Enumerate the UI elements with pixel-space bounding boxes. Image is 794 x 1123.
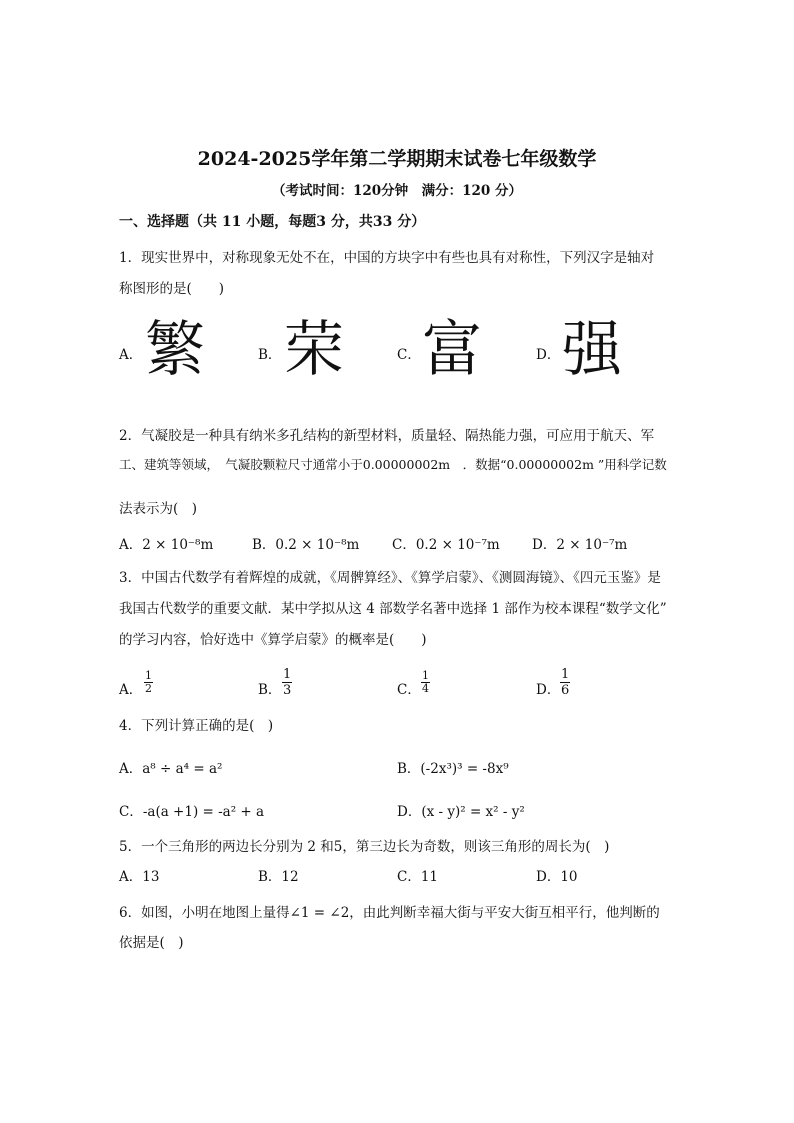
q4-option-d: D．(x - y)² = x² - y² [397,804,525,820]
q4-stem-line1: 4．下列计算正确的是( ) [119,718,274,734]
q1-option-a-label: A． [119,347,143,363]
q4-option-c: C．-a(a +1) = -a² + a [119,804,265,820]
q6-stem-line2: 依据是( ) [119,935,184,951]
q5-option-c: C．11 [397,869,439,885]
q2-stem-line3: 法表示为( ) [119,501,198,517]
q2-option-c: C．0.2 × 10⁻⁷m [392,537,500,553]
q3-option-c-fraction: $\frac{1}{4}$ [422,669,429,695]
q3-option-a-label: A． [119,682,143,698]
q1-option-d-char: 强 [562,315,622,385]
q4-option-a: A．a⁸ ÷ a⁴ = a² [119,761,223,777]
q3-stem-line1: 3．中国古代数学有着辉煌的成就，《周髀算经》、《算学启蒙》、《测圆海镜》、《四元玉鉴》是 [119,570,661,586]
q1-stem-line2: 称图形的是( ) [119,281,225,297]
exam-info: （考试时间：120分钟 满分：120 分） [271,183,523,199]
page-title: 2024-2025学年第二学期期末试卷七年级数学 [197,148,597,170]
q2-option-b: B．0.2 × 10⁻⁸m [252,537,360,553]
q1-option-b-label: B． [258,347,282,363]
q2-option-d: D．2 × 10⁻⁷m [532,537,628,553]
q1-option-c-label: C． [397,347,421,363]
q3-option-d-label: D． [536,682,561,698]
q3-option-d-fraction: $\frac{1}{6}$ [561,667,570,698]
q1-option-c-char: 富 [422,315,482,385]
q4-option-b: B．(-2x³)³ = -8x⁹ [397,761,509,777]
q5-option-b: B．12 [258,869,299,885]
q3-stem-line2: 我国古代数学的重要文献．某中学拟从这 4 部数学名著中选择 1 部作为校本课程“数学文化” [119,601,667,617]
q2-stem-line2: 工、建筑等领域， 气凝胶颗粒尺寸通常小于0.00000002m ．数据“0.00000002m ”用科学记数 [119,457,667,472]
q1-option-b-char: 荣 [284,315,344,385]
q5-option-a: A．13 [119,869,160,885]
q6-stem-line1: 6．如图，小明在地图上量得∠1 = ∠2，由此判断幸福大街与平安大街互相平行，他判断的 [119,905,660,921]
q5-option-d: D．10 [536,869,578,885]
q3-option-c-label: C． [397,682,421,698]
q3-option-b-fraction: $\frac{1}{3}$ [283,667,292,698]
q2-option-a: A．2 × 10⁻⁸m [119,537,214,553]
q2-stem-line1: 2．气凝胶是一种具有纳米多孔结构的新型材料，质量轻、隔热能力强，可应用于航天、军 [119,428,655,444]
q3-option-a-fraction: $\frac{1}{2}$ [145,669,152,695]
q3-stem-line3: 的学习内容，恰好选中《算学启蒙》的概率是( ) [119,632,427,648]
q3-option-b-label: B． [258,682,282,698]
q1-stem-line1: 1．现实世界中，对称现象无处不在，中国的方块字中有些也具有对称性，下列汉字是轴对 [119,250,655,266]
q1-option-d-label: D． [536,347,561,363]
q1-option-a-char: 繁 [145,315,205,385]
q5-stem-line1: 5．一个三角形的两边长分别为 2 和5，第三边长为奇数，则该三角形的周长为( ) [119,839,610,855]
section-heading: 一、选择题（共 11 小题，每题3 分，共33 分） [119,214,426,230]
